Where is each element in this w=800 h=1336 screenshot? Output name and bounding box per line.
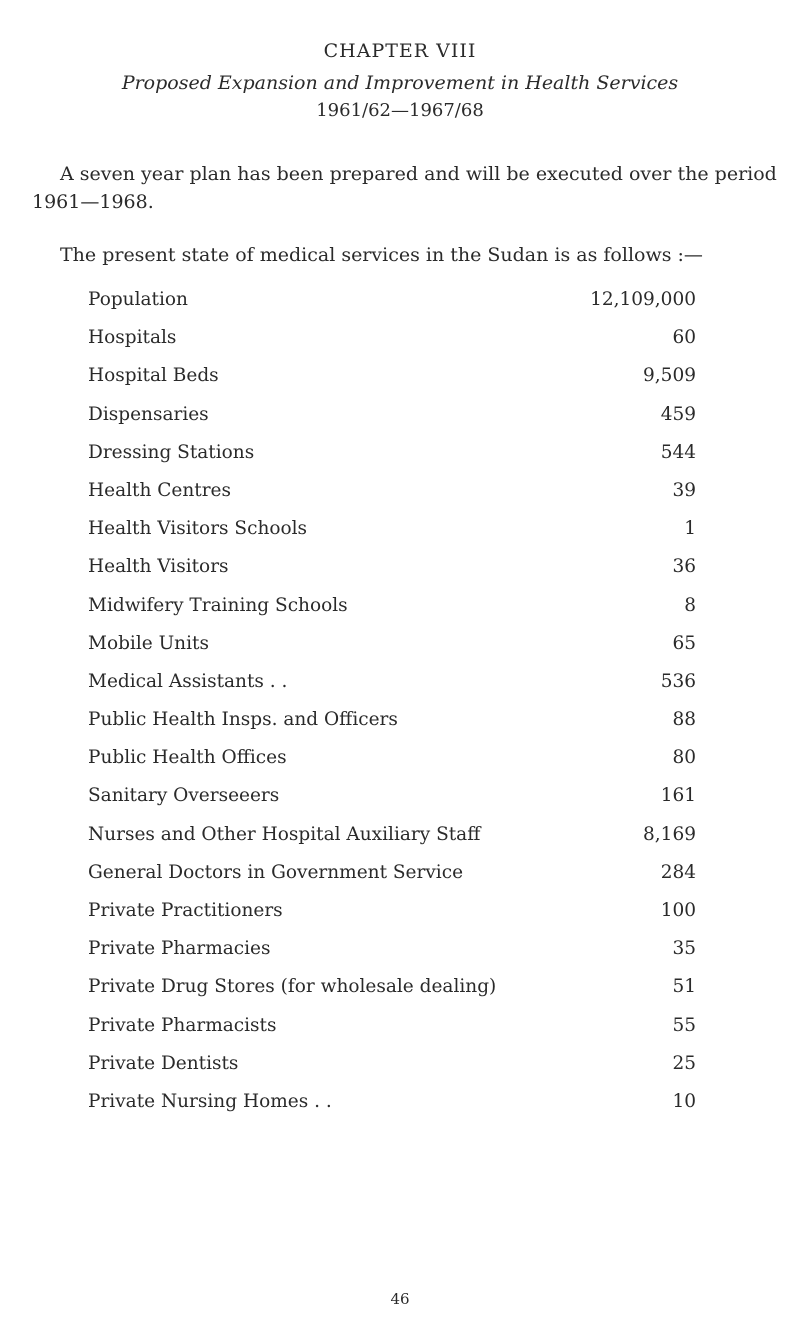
stat-value: 284 bbox=[657, 861, 696, 885]
stat-value: 161 bbox=[657, 784, 696, 808]
stat-row bbox=[88, 1014, 696, 1052]
plan-years: 1961/62—1967/68 bbox=[316, 100, 484, 121]
stat-label: Dispensaries bbox=[88, 403, 215, 427]
stat-label: Private Nursing Homes . . bbox=[88, 1090, 338, 1114]
stat-label: Private Drug Stores (for wholesale dealing) bbox=[88, 975, 502, 999]
page-number: 46 bbox=[390, 1290, 410, 1308]
intro-line-1: A seven year plan has been prepared and will be executed over the period bbox=[60, 163, 777, 185]
stat-row bbox=[88, 555, 696, 593]
stat-label: Private Pharmacists bbox=[88, 1014, 282, 1038]
stat-value: 8,169 bbox=[639, 823, 696, 847]
present-state-sentence: The present state of medical services in the Sudan is as follows :— bbox=[60, 244, 703, 266]
stat-label: Hospitals bbox=[88, 326, 182, 350]
stat-row bbox=[88, 784, 696, 822]
stat-value: 88 bbox=[668, 708, 696, 732]
stat-value: 459 bbox=[657, 403, 696, 427]
stat-row bbox=[88, 975, 696, 1013]
stat-label: Population bbox=[88, 288, 194, 312]
stat-value: 80 bbox=[668, 746, 696, 770]
stat-label: Nurses and Other Hospital Auxiliary Staff bbox=[88, 823, 486, 847]
stat-row bbox=[88, 403, 696, 441]
stat-label: Public Health Offices bbox=[88, 746, 293, 770]
stat-row bbox=[88, 517, 696, 555]
stat-value: 8 bbox=[680, 594, 696, 618]
stat-value: 544 bbox=[657, 441, 696, 465]
stat-row bbox=[88, 632, 696, 670]
chapter-heading: CHAPTER VIII bbox=[323, 40, 477, 62]
stat-row bbox=[88, 1090, 696, 1128]
chapter-subtitle: Proposed Expansion and Improvement in Health Services bbox=[121, 72, 679, 94]
stat-value: 9,509 bbox=[639, 364, 696, 388]
stat-label: Hospital Beds bbox=[88, 364, 225, 388]
stat-row bbox=[88, 823, 696, 861]
stat-value: 35 bbox=[668, 937, 696, 961]
stat-value: 36 bbox=[668, 555, 696, 579]
stat-value: 39 bbox=[668, 479, 696, 503]
stat-label: Health Centres bbox=[88, 479, 237, 503]
intro-line-2: 1961—1968. bbox=[32, 191, 154, 213]
stat-value: 55 bbox=[668, 1014, 696, 1038]
stat-label: Medical Assistants . . bbox=[88, 670, 293, 694]
stat-row bbox=[88, 899, 696, 937]
stat-value: 60 bbox=[668, 326, 696, 350]
stat-row bbox=[88, 937, 696, 975]
intro-paragraph bbox=[32, 160, 800, 216]
stat-label: General Doctors in Government Service bbox=[88, 861, 469, 885]
stat-label: Midwifery Training Schools bbox=[88, 594, 354, 618]
stat-value: 65 bbox=[668, 632, 696, 656]
stat-row bbox=[88, 708, 696, 746]
stat-label: Sanitary Overseeers bbox=[88, 784, 285, 808]
stat-row bbox=[88, 746, 696, 784]
stat-row bbox=[88, 1052, 696, 1090]
stat-row bbox=[88, 479, 696, 517]
stat-value: 536 bbox=[657, 670, 696, 694]
stat-row bbox=[88, 364, 696, 402]
stat-row bbox=[88, 861, 696, 899]
stat-label: Dressing Stations bbox=[88, 441, 260, 465]
stat-label: Health Visitors bbox=[88, 555, 235, 579]
stat-label: Public Health Insps. and Officers bbox=[88, 708, 404, 732]
stat-row bbox=[88, 441, 696, 479]
stat-value: 12,109,000 bbox=[586, 288, 696, 312]
stat-value: 25 bbox=[668, 1052, 696, 1076]
stat-row bbox=[88, 670, 696, 708]
stat-label: Private Dentists bbox=[88, 1052, 244, 1076]
stat-row bbox=[88, 594, 696, 632]
stat-label: Health Visitors Schools bbox=[88, 517, 313, 541]
stat-value: 1 bbox=[680, 517, 696, 541]
medical-services-list bbox=[88, 288, 696, 1128]
stat-label: Private Practitioners bbox=[88, 899, 289, 923]
stat-value: 10 bbox=[668, 1090, 696, 1114]
stat-label: Private Pharmacies bbox=[88, 937, 276, 961]
stat-row bbox=[88, 326, 696, 364]
stat-value: 51 bbox=[668, 975, 696, 999]
stat-value: 100 bbox=[657, 899, 696, 923]
stat-row bbox=[88, 288, 696, 326]
stat-label: Mobile Units bbox=[88, 632, 215, 656]
